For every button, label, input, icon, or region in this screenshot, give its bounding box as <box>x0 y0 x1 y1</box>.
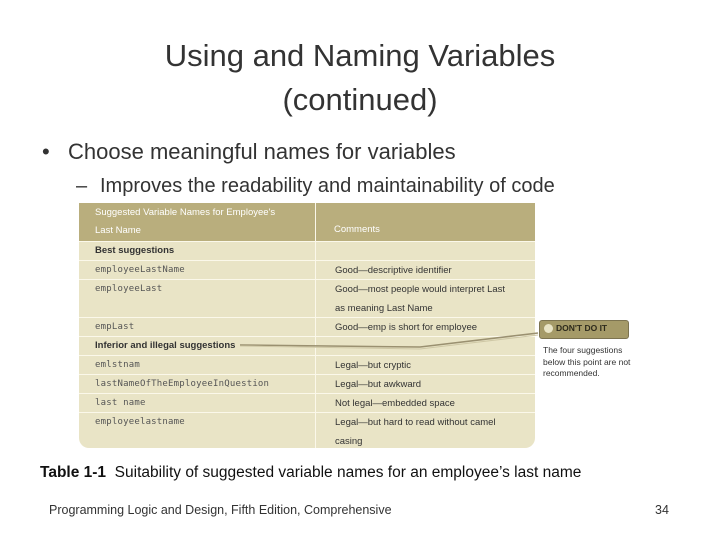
bullet-marker: • <box>42 139 50 164</box>
slide-title <box>0 34 720 122</box>
table-header-col1-line1: Suggested Variable Names for Employee's <box>95 207 276 218</box>
warning-icon <box>544 324 553 333</box>
bullet-text: Choose meaningful names for variables <box>68 139 456 164</box>
sub-bullet-item <box>76 175 555 198</box>
table-row <box>79 241 535 261</box>
comment-line1: Legal—but hard to read without camel <box>335 417 496 428</box>
comment: Legal—but cryptic <box>335 360 412 371</box>
comment <box>335 280 531 318</box>
dont-do-it-badge <box>539 320 629 339</box>
table-row <box>79 374 535 394</box>
table-row <box>79 279 535 318</box>
variable-name: last name <box>95 398 146 408</box>
slide-title-line1: Using and Naming Variables <box>164 38 556 73</box>
footer-book-title: Programming Logic and Design, Fifth Edition, Comprehensive <box>49 503 392 517</box>
sub-bullet-marker: – <box>76 175 88 197</box>
variable-name: lastNameOfTheEmployeeInQuestion <box>95 379 270 389</box>
variable-name: employeelastname <box>95 417 185 427</box>
table-header-col1-line2: Last Name <box>95 225 141 236</box>
table-header-col2: Comments <box>334 224 380 235</box>
variable-name: emlstnam <box>95 360 140 370</box>
comment: Legal—but awkward <box>335 379 422 390</box>
slide-title-line2: (continued) <box>282 82 438 117</box>
callout-note: The four suggestions below this point are not recommended. <box>543 345 631 378</box>
comment-line1: Good—most people would interpret Last <box>335 284 506 295</box>
table-header <box>79 203 535 241</box>
comment: Not legal—embedded space <box>335 398 455 409</box>
caption-label: Table 1-1 <box>40 464 107 481</box>
table-caption <box>40 464 581 482</box>
callout-pointer <box>240 325 550 355</box>
comment-line2: casing <box>335 436 363 447</box>
table-header-col1 <box>95 206 320 238</box>
variable-name: employeeLast <box>95 284 163 294</box>
comment: Good—descriptive identifier <box>335 265 452 276</box>
comment <box>335 413 531 448</box>
page-number: 34 <box>655 503 669 517</box>
sub-bullet-text: Improves the readability and maintainability of code <box>100 175 555 197</box>
table-row <box>79 260 535 280</box>
table-row <box>79 412 535 448</box>
section-label: Best suggestions <box>95 245 175 256</box>
caption-text: Suitability of suggested variable names for an employee’s last name <box>114 464 582 481</box>
variable-name: employeeLastName <box>95 265 185 275</box>
section-label: Inferior and illegal suggestions <box>95 340 236 351</box>
comment: Good—emp is short for employee <box>335 322 478 333</box>
bullet-item <box>42 139 456 165</box>
variable-name: empLast <box>95 322 135 332</box>
dont-do-it-label: DON'T DO IT <box>556 323 608 333</box>
comment-line2: as meaning Last Name <box>335 303 433 314</box>
table-row <box>79 355 535 375</box>
table-row <box>79 393 535 413</box>
